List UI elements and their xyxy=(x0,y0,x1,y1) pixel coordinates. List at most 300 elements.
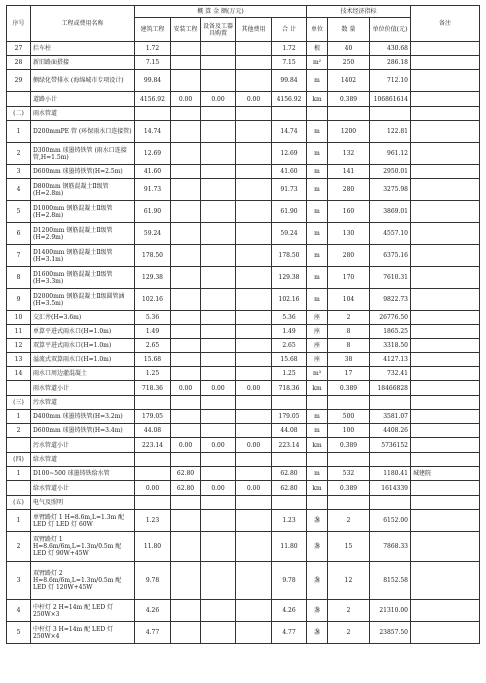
cell-name: D300mm 球墨铸铁管 (雨水口连接管,H=1.5m) xyxy=(31,143,135,165)
cell-remark xyxy=(411,410,480,424)
cell-other xyxy=(236,622,272,644)
cell-other xyxy=(236,70,272,92)
cell-other: 0.00 xyxy=(236,92,272,107)
table-row xyxy=(7,453,480,467)
cell-unit-value: 23857.50 xyxy=(370,622,411,644)
cell-unit-value: 1614339 xyxy=(370,481,411,496)
cell-install xyxy=(171,107,201,121)
cell-unit-value: 732.41 xyxy=(370,367,411,381)
cell-install xyxy=(171,267,201,289)
header-estimate-group: 概 算 金 额(万元) xyxy=(135,6,307,18)
cell-seq xyxy=(7,92,31,107)
cell-equipment xyxy=(201,179,236,201)
table-row xyxy=(7,353,480,367)
cell-equipment xyxy=(201,562,236,600)
cell-other xyxy=(236,532,272,562)
cell-unit: m xyxy=(307,289,328,311)
cell-seq: 3 xyxy=(7,165,31,179)
cell-install xyxy=(171,70,201,92)
cell-equipment xyxy=(201,339,236,353)
cell-remark xyxy=(411,481,480,496)
cell-unit-value: 5736152 xyxy=(370,438,411,453)
header-name: 工程或费用名称 xyxy=(31,6,135,42)
cell-unit-value: 106861614 xyxy=(370,92,411,107)
cell-total xyxy=(272,396,307,410)
table-header xyxy=(7,6,480,42)
cell-total: 9.78 xyxy=(272,562,307,600)
cell-name: 污水管道小计 xyxy=(31,438,135,453)
cell-seq: 4 xyxy=(7,600,31,622)
table-row xyxy=(7,600,480,622)
cell-building: 4.26 xyxy=(135,600,171,622)
cell-remark xyxy=(411,562,480,600)
cell-building xyxy=(135,467,171,481)
cell-total: 91.73 xyxy=(272,179,307,201)
cell-name: 侧绿化带排水 (海绵城市专项设计) xyxy=(31,70,135,92)
cell-unit: m xyxy=(307,165,328,179)
cell-unit-value: 2950.01 xyxy=(370,165,411,179)
cell-unit: km xyxy=(307,481,328,496)
cell-install xyxy=(171,223,201,245)
cell-unit: m xyxy=(307,410,328,424)
cell-name: 电气及照明 xyxy=(31,496,135,510)
header-unit: 单位 xyxy=(307,18,328,42)
cell-seq: (五) xyxy=(7,496,31,510)
table-row xyxy=(7,396,480,410)
cell-other: 0.00 xyxy=(236,381,272,396)
cell-qty: 0.389 xyxy=(328,481,370,496)
cell-equipment xyxy=(201,267,236,289)
cell-name: 中杆灯 3 H=14m 配 LED 灯 250W×4 xyxy=(31,622,135,644)
cell-name: 污水管道 xyxy=(31,396,135,410)
cell-qty xyxy=(328,107,370,121)
cell-equipment: 0.00 xyxy=(201,92,236,107)
cell-equipment xyxy=(201,70,236,92)
cell-seq: (二) xyxy=(7,107,31,121)
cell-unit: m xyxy=(307,267,328,289)
table-row xyxy=(7,481,480,496)
table-row xyxy=(7,245,480,267)
table-row xyxy=(7,438,480,453)
table-row xyxy=(7,267,480,289)
cell-unit: m xyxy=(307,143,328,165)
cell-other xyxy=(236,179,272,201)
cell-seq: 29 xyxy=(7,70,31,92)
cell-remark xyxy=(411,424,480,438)
cell-equipment xyxy=(201,223,236,245)
cell-name: 单算平进式雨水口(H=1.0m) xyxy=(31,325,135,339)
cell-other xyxy=(236,496,272,510)
cell-name: D100~500 球墨铸铁给水管 xyxy=(31,467,135,481)
cell-qty: 2 xyxy=(328,311,370,325)
cell-total: 62.80 xyxy=(272,467,307,481)
cell-remark xyxy=(411,56,480,70)
cell-other xyxy=(236,223,272,245)
cell-building: 2.65 xyxy=(135,339,171,353)
cell-qty: 1402 xyxy=(328,70,370,92)
cell-remark xyxy=(411,121,480,143)
cell-seq: 27 xyxy=(7,42,31,56)
cell-name: D800mm 钢筋混凝土Ⅱ级管(H=2.8m) xyxy=(31,179,135,201)
cell-building: 179.05 xyxy=(135,410,171,424)
cell-qty: 130 xyxy=(328,223,370,245)
cell-unit-value: 3581.07 xyxy=(370,410,411,424)
cell-name: 雨水口周边灌混凝土 xyxy=(31,367,135,381)
cell-seq xyxy=(7,381,31,396)
cell-unit-value: 286.18 xyxy=(370,56,411,70)
cell-other xyxy=(236,510,272,532)
cell-remark: 城建院 xyxy=(411,467,480,481)
cell-total: 1.23 xyxy=(272,510,307,532)
cell-equipment: 0.00 xyxy=(201,481,236,496)
cell-building: 61.90 xyxy=(135,201,171,223)
cell-total: 5.36 xyxy=(272,311,307,325)
cell-qty: 280 xyxy=(328,179,370,201)
cell-install xyxy=(171,245,201,267)
cell-seq: 6 xyxy=(7,223,31,245)
cell-remark xyxy=(411,339,480,353)
cell-install: 0.00 xyxy=(171,438,201,453)
cell-total: 4156.92 xyxy=(272,92,307,107)
cell-equipment xyxy=(201,396,236,410)
cell-other xyxy=(236,201,272,223)
cell-total: 1.72 xyxy=(272,42,307,56)
cell-unit: 盏 xyxy=(307,510,328,532)
cell-remark xyxy=(411,267,480,289)
cell-seq: 2 xyxy=(7,143,31,165)
table-row xyxy=(7,467,480,481)
cell-unit: 根 xyxy=(307,42,328,56)
cell-other xyxy=(236,353,272,367)
cell-equipment xyxy=(201,600,236,622)
cell-qty: 532 xyxy=(328,467,370,481)
table-row xyxy=(7,165,480,179)
cell-seq: 2 xyxy=(7,532,31,562)
cell-install xyxy=(171,121,201,143)
cell-total: 44.08 xyxy=(272,424,307,438)
cell-seq: 3 xyxy=(7,562,31,600)
header-install: 安装工程 xyxy=(171,18,201,42)
cell-equipment xyxy=(201,165,236,179)
cell-other xyxy=(236,562,272,600)
cell-seq: 5 xyxy=(7,201,31,223)
cell-unit: m xyxy=(307,179,328,201)
cell-qty: 170 xyxy=(328,267,370,289)
cell-unit-value xyxy=(370,496,411,510)
cell-other xyxy=(236,42,272,56)
cell-unit-value: 712.10 xyxy=(370,70,411,92)
cell-remark xyxy=(411,245,480,267)
cell-qty: 280 xyxy=(328,245,370,267)
cell-install xyxy=(171,410,201,424)
cell-seq: 14 xyxy=(7,367,31,381)
cell-remark xyxy=(411,42,480,56)
cell-building xyxy=(135,396,171,410)
cell-total xyxy=(272,107,307,121)
cell-other: 0.00 xyxy=(236,481,272,496)
cell-install: 0.00 xyxy=(171,92,201,107)
cell-other xyxy=(236,311,272,325)
cell-qty: 132 xyxy=(328,143,370,165)
cell-name: D600mm 球墨铸铁管(H=2.5m) xyxy=(31,165,135,179)
table-row xyxy=(7,381,480,396)
cell-building: 0.00 xyxy=(135,481,171,496)
cell-name: 新旧路面搭接 xyxy=(31,56,135,70)
cell-unit: m³ xyxy=(307,367,328,381)
cell-total: 4.77 xyxy=(272,622,307,644)
cell-unit-value: 6375.16 xyxy=(370,245,411,267)
table-row xyxy=(7,143,480,165)
cell-qty: 2 xyxy=(328,622,370,644)
cell-name: D1000mm 钢筋混凝土Ⅱ级管(H=2.8m) xyxy=(31,201,135,223)
cell-other xyxy=(236,107,272,121)
cell-qty: 38 xyxy=(328,353,370,367)
cell-total xyxy=(272,453,307,467)
cell-qty: 8 xyxy=(328,339,370,353)
cell-install xyxy=(171,622,201,644)
cell-other xyxy=(236,396,272,410)
cell-seq: 9 xyxy=(7,289,31,311)
cell-install xyxy=(171,396,201,410)
cell-total: 41.60 xyxy=(272,165,307,179)
cell-qty: 2 xyxy=(328,510,370,532)
cell-unit-value: 122.81 xyxy=(370,121,411,143)
cell-unit-value: 7610.31 xyxy=(370,267,411,289)
cell-other xyxy=(236,245,272,267)
cell-remark xyxy=(411,70,480,92)
table-row xyxy=(7,223,480,245)
table-row xyxy=(7,496,480,510)
cell-seq xyxy=(7,481,31,496)
table-row xyxy=(7,179,480,201)
cell-name: 中杆灯 2 H=14m 配 LED 灯 250W×3 xyxy=(31,600,135,622)
cell-other xyxy=(236,410,272,424)
cell-name: 双算平进式雨水口(H=1.0m) xyxy=(31,339,135,353)
cell-equipment xyxy=(201,410,236,424)
cell-unit-value: 21310.00 xyxy=(370,600,411,622)
cell-name: D2000mm 钢筋混凝土Ⅱ级圆管涵(H=3.5m) xyxy=(31,289,135,311)
cell-unit: 盏 xyxy=(307,532,328,562)
cell-remark xyxy=(411,353,480,367)
table-row xyxy=(7,424,480,438)
cell-qty xyxy=(328,396,370,410)
cell-name: 双臂路灯 1 H=8.6m/6m,L=1.3m/0.5m 配 LED 灯 90W+45W xyxy=(31,532,135,562)
cell-unit-value: 18466828 xyxy=(370,381,411,396)
cell-total: 12.69 xyxy=(272,143,307,165)
cell-unit-value: 4127.13 xyxy=(370,353,411,367)
cell-install xyxy=(171,289,201,311)
cell-remark xyxy=(411,396,480,410)
table-row xyxy=(7,410,480,424)
cell-total: 7.15 xyxy=(272,56,307,70)
cell-equipment xyxy=(201,56,236,70)
cell-name: 交汇井(H=3.6m) xyxy=(31,311,135,325)
table-row xyxy=(7,339,480,353)
table-row xyxy=(7,622,480,644)
cell-equipment xyxy=(201,353,236,367)
cell-install xyxy=(171,353,201,367)
cell-qty: 1200 xyxy=(328,121,370,143)
cell-install xyxy=(171,42,201,56)
cell-name: D400mm 球墨铸铁管(H=3.2m) xyxy=(31,410,135,424)
cell-name: 双臂路灯 2 H=8.6m/6m,L=1.3m/0.5m 配 LED 灯 120W+45W xyxy=(31,562,135,600)
header-remark: 备注 xyxy=(411,6,480,42)
cell-qty: 500 xyxy=(328,410,370,424)
cell-unit: m xyxy=(307,70,328,92)
cell-seq: 28 xyxy=(7,56,31,70)
cell-total: 99.84 xyxy=(272,70,307,92)
table-row xyxy=(7,70,480,92)
cell-total: 1.49 xyxy=(272,325,307,339)
cell-remark xyxy=(411,381,480,396)
table-row xyxy=(7,56,480,70)
cell-building: 1.23 xyxy=(135,510,171,532)
cell-qty: 104 xyxy=(328,289,370,311)
cell-seq: 4 xyxy=(7,179,31,201)
table-row xyxy=(7,121,480,143)
cell-total: 718.36 xyxy=(272,381,307,396)
cell-install xyxy=(171,201,201,223)
cell-unit: m xyxy=(307,245,328,267)
cell-unit-value xyxy=(370,396,411,410)
cell-remark xyxy=(411,165,480,179)
cell-qty xyxy=(328,453,370,467)
cell-name: D1200mm 钢筋混凝土Ⅱ级管(H=2.9m) xyxy=(31,223,135,245)
cell-install xyxy=(171,339,201,353)
table-row xyxy=(7,107,480,121)
cell-remark xyxy=(411,496,480,510)
cell-total: 102.16 xyxy=(272,289,307,311)
cell-other xyxy=(236,325,272,339)
table-row xyxy=(7,42,480,56)
header-seq: 序号 xyxy=(7,6,31,42)
cell-other xyxy=(236,600,272,622)
cell-install: 0.00 xyxy=(171,381,201,396)
cell-equipment: 0.00 xyxy=(201,381,236,396)
cell-remark xyxy=(411,438,480,453)
cell-total: 1.25 xyxy=(272,367,307,381)
cell-building xyxy=(135,453,171,467)
cell-total: 61.90 xyxy=(272,201,307,223)
cell-qty: 0.389 xyxy=(328,438,370,453)
cell-install xyxy=(171,165,201,179)
cell-other xyxy=(236,467,272,481)
cell-other xyxy=(236,143,272,165)
cell-equipment xyxy=(201,367,236,381)
cell-total: 129.38 xyxy=(272,267,307,289)
cell-name: 道路小计 xyxy=(31,92,135,107)
cell-install xyxy=(171,325,201,339)
estimate-table xyxy=(6,5,480,644)
cell-building: 41.60 xyxy=(135,165,171,179)
cell-building: 44.08 xyxy=(135,424,171,438)
table-row xyxy=(7,201,480,223)
cell-total: 14.74 xyxy=(272,121,307,143)
cell-building: 1.72 xyxy=(135,42,171,56)
cell-unit: 盏 xyxy=(307,622,328,644)
cell-other xyxy=(236,165,272,179)
cell-unit: 盏 xyxy=(307,600,328,622)
cell-name: D200mmPE 管 (环保雨水口连接管) xyxy=(31,121,135,143)
header-equipment: 设备及工器具购置 xyxy=(201,18,236,42)
cell-install xyxy=(171,562,201,600)
cell-remark xyxy=(411,289,480,311)
table-row xyxy=(7,510,480,532)
cell-other xyxy=(236,267,272,289)
cell-seq: 5 xyxy=(7,622,31,644)
cell-unit-value: 961.12 xyxy=(370,143,411,165)
cell-building: 91.73 xyxy=(135,179,171,201)
cell-name: 雨水管道 xyxy=(31,107,135,121)
cell-building: 5.36 xyxy=(135,311,171,325)
cell-unit-value: 430.68 xyxy=(370,42,411,56)
cell-unit xyxy=(307,453,328,467)
cell-building: 14.74 xyxy=(135,121,171,143)
cell-unit: 座 xyxy=(307,353,328,367)
cell-unit xyxy=(307,107,328,121)
cell-total: 2.65 xyxy=(272,339,307,353)
cell-other xyxy=(236,289,272,311)
cell-equipment xyxy=(201,325,236,339)
cell-equipment xyxy=(201,245,236,267)
cell-remark xyxy=(411,367,480,381)
cell-install xyxy=(171,143,201,165)
cell-total: 62.80 xyxy=(272,481,307,496)
cell-other xyxy=(236,121,272,143)
cell-other xyxy=(236,424,272,438)
cell-seq: 2 xyxy=(7,424,31,438)
cell-unit-value xyxy=(370,107,411,121)
cell-seq: 1 xyxy=(7,410,31,424)
cell-building: 223.14 xyxy=(135,438,171,453)
cell-equipment xyxy=(201,532,236,562)
cell-building: 129.38 xyxy=(135,267,171,289)
cell-qty: 17 xyxy=(328,367,370,381)
cell-building: 1.49 xyxy=(135,325,171,339)
cell-qty: 40 xyxy=(328,42,370,56)
cell-seq: 7 xyxy=(7,245,31,267)
cell-seq: 1 xyxy=(7,467,31,481)
cell-unit-value: 3318.50 xyxy=(370,339,411,353)
cell-unit: m xyxy=(307,223,328,245)
cell-name: 给水管道 xyxy=(31,453,135,467)
cell-remark xyxy=(411,143,480,165)
cell-total: 223.14 xyxy=(272,438,307,453)
cell-unit-value: 1180.41 xyxy=(370,467,411,481)
cell-name: D600mm 球墨铸铁管(H=3.4m) xyxy=(31,424,135,438)
cell-other xyxy=(236,453,272,467)
header-other: 其他费用 xyxy=(236,18,272,42)
cell-remark xyxy=(411,325,480,339)
cell-building: 102.16 xyxy=(135,289,171,311)
cell-equipment xyxy=(201,496,236,510)
cell-other xyxy=(236,339,272,353)
cell-building xyxy=(135,496,171,510)
cell-building: 11.80 xyxy=(135,532,171,562)
cell-qty: 15 xyxy=(328,532,370,562)
header-building: 建筑工程 xyxy=(135,18,171,42)
table-row xyxy=(7,92,480,107)
cell-qty: 8 xyxy=(328,325,370,339)
cell-building: 15.68 xyxy=(135,353,171,367)
cell-total: 179.05 xyxy=(272,410,307,424)
cell-equipment xyxy=(201,467,236,481)
cell-equipment xyxy=(201,143,236,165)
cell-building: 7.15 xyxy=(135,56,171,70)
cell-name: D1600mm 钢筋混凝土Ⅱ级管(H=3.3m) xyxy=(31,267,135,289)
cell-unit-value: 8152.58 xyxy=(370,562,411,600)
cell-unit: m xyxy=(307,467,328,481)
